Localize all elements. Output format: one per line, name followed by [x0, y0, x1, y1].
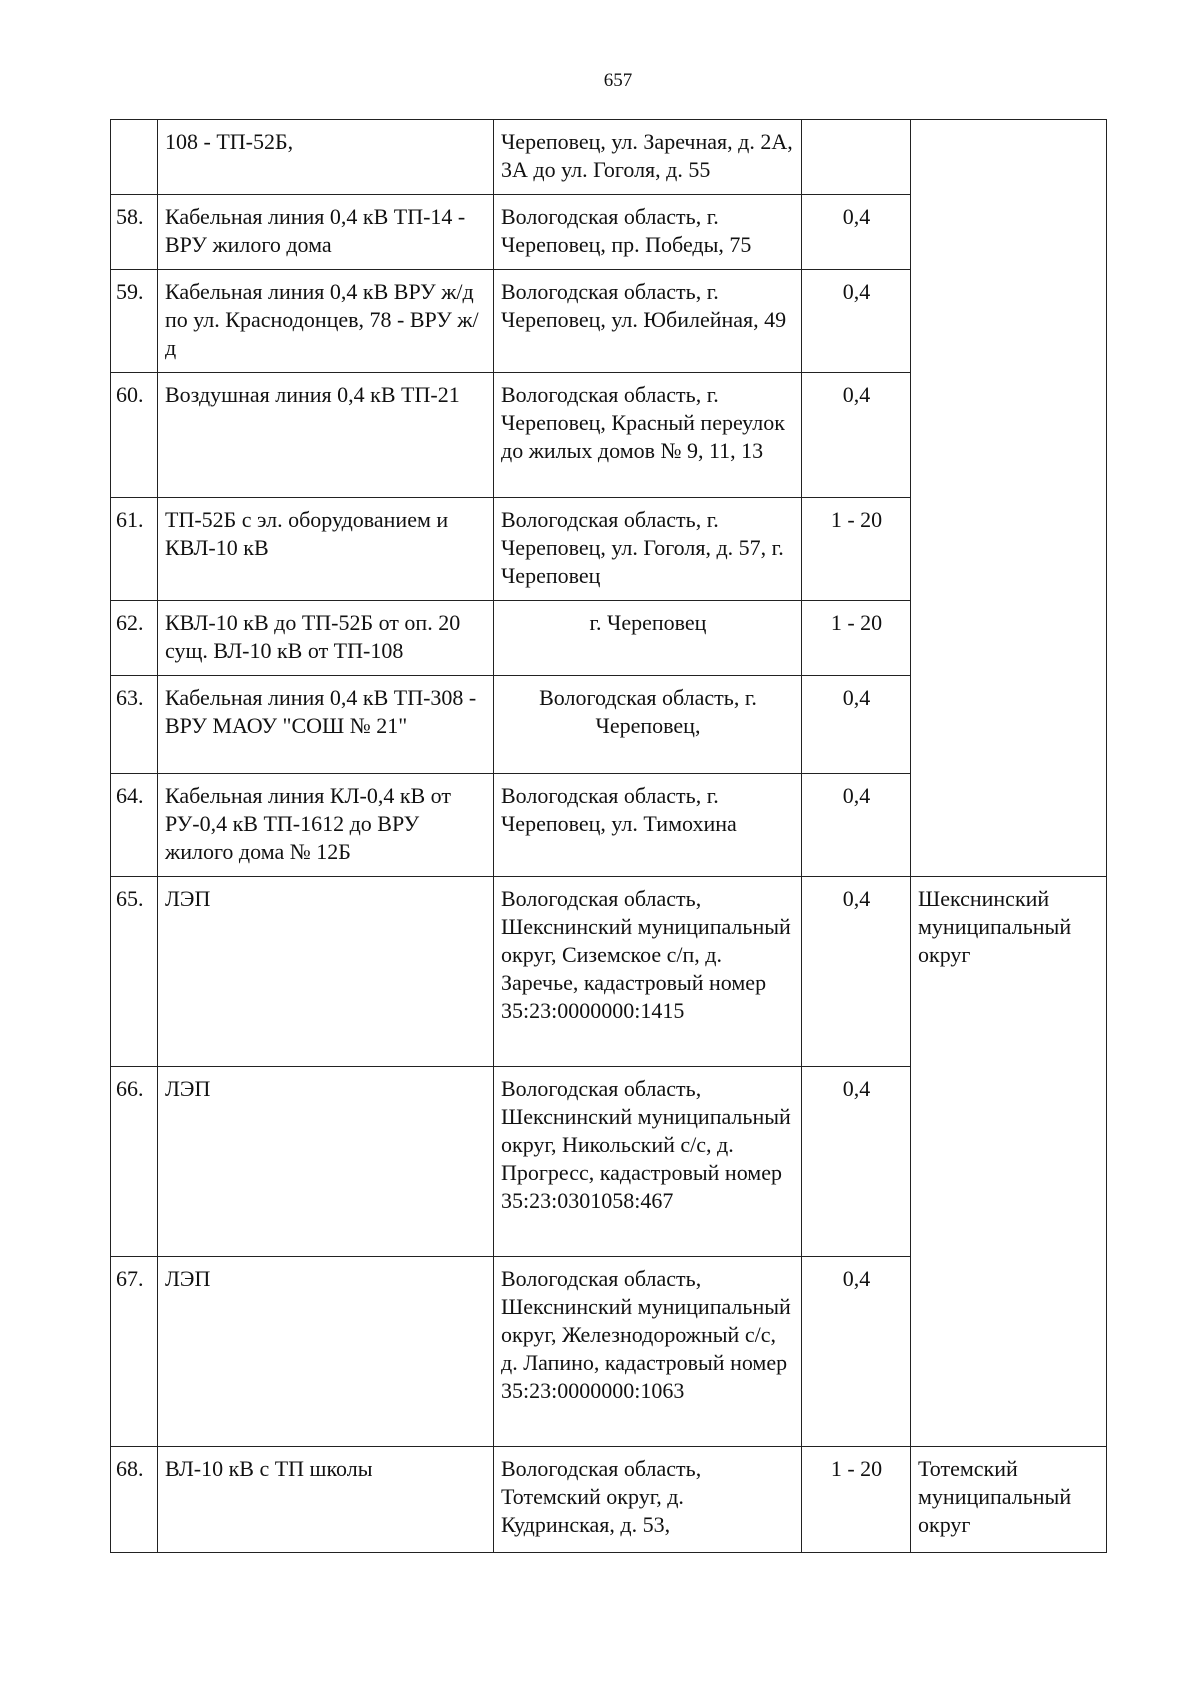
object-name: Кабельная линия 0,4 кВ ВРУ ж/д по ул. Краснодонцев, 78 - ВРУ ж/д: [158, 270, 494, 373]
district-cell-empty: [911, 120, 1107, 877]
voltage-value: 1 - 20: [802, 601, 911, 676]
object-address: Вологодская область, Шекснинский муниципальный округ, Никольский с/с, д. Прогресс, кадастровый номер 35:23:0301058:467: [494, 1067, 802, 1257]
row-number: 67.: [111, 1257, 158, 1447]
voltage-value: 0,4: [802, 270, 911, 373]
row-number: 62.: [111, 601, 158, 676]
voltage-value: 1 - 20: [802, 498, 911, 601]
object-address: Череповец, ул. Заречная, д. 2А, 3А до ул. Гоголя, д. 55: [494, 120, 802, 195]
object-name: ЛЭП: [158, 1257, 494, 1447]
object-name: КВЛ-10 кВ до ТП-52Б от оп. 20 сущ. ВЛ-10 кВ от ТП-108: [158, 601, 494, 676]
object-address: Вологодская область, г. Череповец, пр. Победы, 75: [494, 195, 802, 270]
objects-table: [110, 119, 1107, 1553]
voltage-value: [802, 120, 911, 195]
object-address: Вологодская область, г. Череповец, ул. Тимохина: [494, 774, 802, 877]
page-number: 657: [603, 70, 633, 91]
row-number: 65.: [111, 877, 158, 1067]
object-name: Кабельная линия КЛ-0,4 кВ от РУ-0,4 кВ ТП-1612 до ВРУ жилого дома № 12Б: [158, 774, 494, 877]
row-number: 59.: [111, 270, 158, 373]
row-number: 66.: [111, 1067, 158, 1257]
object-address: Вологодская область, Шекснинский муниципальный округ, Железнодорожный с/с, д. Лапино, кадастровый номер 35:23:0000000:1063: [494, 1257, 802, 1447]
object-address: Вологодская область, г. Череповец,: [494, 676, 802, 774]
object-name: Воздушная линия 0,4 кВ ТП-21: [158, 373, 494, 498]
row-number: 68.: [111, 1447, 158, 1553]
object-name: Кабельная линия 0,4 кВ ТП-14 - ВРУ жилого дома: [158, 195, 494, 270]
object-address: Вологодская область, г. Череповец, Красный переулок до жилых домов № 9, 11, 13: [494, 373, 802, 498]
table-row: [111, 877, 1107, 1067]
district-name: Шекснинский муниципальный округ: [911, 877, 1107, 1447]
voltage-value: 0,4: [802, 877, 911, 1067]
object-name: ЛЭП: [158, 1067, 494, 1257]
object-name: ВЛ-10 кВ с ТП школы: [158, 1447, 494, 1553]
object-name: ТП-52Б с эл. оборудованием и КВЛ-10 кВ: [158, 498, 494, 601]
voltage-value: 0,4: [802, 774, 911, 877]
voltage-value: 0,4: [802, 373, 911, 498]
row-number: 61.: [111, 498, 158, 601]
row-number: 64.: [111, 774, 158, 877]
row-number: 63.: [111, 676, 158, 774]
row-number: 60.: [111, 373, 158, 498]
voltage-value: 1 - 20: [802, 1447, 911, 1553]
district-name: Тотемский муниципальный округ: [911, 1447, 1107, 1553]
object-address: Вологодская область, г. Череповец, ул. Гоголя, д. 57, г. Череповец: [494, 498, 802, 601]
object-address: г. Череповец: [494, 601, 802, 676]
object-address: Вологодская область, Шекснинский муниципальный округ, Сиземское с/п, д. Заречье, кадастровый номер 35:23:0000000:1415: [494, 877, 802, 1067]
row-number: [111, 120, 158, 195]
object-name: 108 - ТП-52Б,: [158, 120, 494, 195]
voltage-value: 0,4: [802, 1067, 911, 1257]
object-name: Кабельная линия 0,4 кВ ТП-308 - ВРУ МАОУ "СОШ № 21": [158, 676, 494, 774]
voltage-value: 0,4: [802, 195, 911, 270]
object-address: Вологодская область, г. Череповец, ул. Юбилейная, 49: [494, 270, 802, 373]
object-name: ЛЭП: [158, 877, 494, 1067]
object-address: Вологодская область, Тотемский округ, д. Кудринская, д. 53,: [494, 1447, 802, 1553]
voltage-value: 0,4: [802, 676, 911, 774]
table-row: [111, 1447, 1107, 1553]
table-row: [111, 120, 1107, 195]
voltage-value: 0,4: [802, 1257, 911, 1447]
row-number: 58.: [111, 195, 158, 270]
